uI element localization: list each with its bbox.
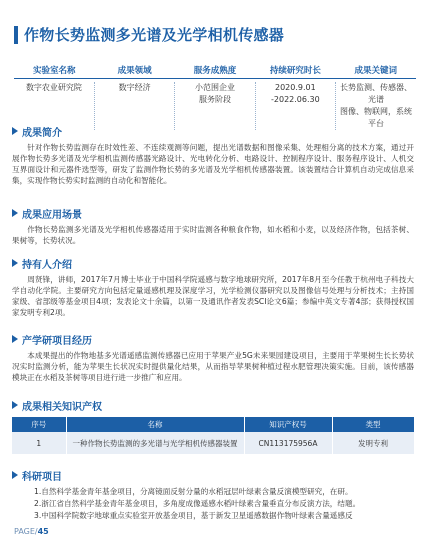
page-title: 作物长势监测多光谱及光学相机传感器: [24, 26, 285, 44]
section-application-text: 作物长势监测多光谱及光学相机传感器适用于实时监测各种粮食作物，如水稻和小麦，以及经济作物，包括茶树、果树等，长势状况。: [12, 225, 414, 245]
info-value-keywords-line-2: 图像、物联网，系统平台: [340, 106, 413, 128]
section-intro-title: 成果简介: [22, 127, 62, 139]
ip-cell-index: 1: [12, 432, 66, 454]
page-number-value: 45: [37, 527, 49, 536]
triangle-bullet-icon: [12, 259, 18, 267]
info-header-maturity: 服务成熟度: [193, 66, 237, 76]
info-value-field: [94, 82, 174, 130]
list-item: 3.中国科学院数字地球重点实验室开放基金项目，基于新发卫星遥感数据作物叶绿素含量遥感反: [34, 511, 353, 520]
page-number-prefix: PAGE/: [14, 527, 38, 536]
triangle-bullet-icon: [12, 209, 18, 217]
section-projects-title: 科研项目: [22, 471, 62, 483]
projects-list: [12, 486, 414, 522]
info-value-maturity-line-2: 服务阶段: [198, 94, 231, 104]
triangle-bullet-icon: [12, 471, 18, 479]
triangle-bullet-icon: [12, 401, 18, 409]
section-ip-title: 成果相关知识产权: [22, 401, 102, 413]
ip-cell-name: 一种作物长势监测的多光谱与光学相机传感器装置: [66, 432, 244, 454]
info-value-keywords-line-1: 长势监测、传感器、光谱: [340, 82, 413, 104]
info-header-keywords: 成果关键词: [354, 66, 398, 76]
section-intro-heading: [12, 124, 414, 138]
table-row: [12, 432, 414, 454]
section-intro: [12, 124, 414, 186]
info-value-maturity-line-1: 小范围企业: [194, 82, 235, 92]
triangle-bullet-icon: [12, 127, 18, 135]
list-item: 2.浙江省自然科学基金青年基金项目，多角度成像遥感水稻叶绿素含量垂直分布反演方法，结题。: [34, 499, 361, 508]
title-accent-bar: [14, 26, 18, 44]
section-industrial-text: 本成果提出的作物地基多光谱遥感监测传感器已应用于苹果产业5G未来果园建设项目，主要用于苹果树生长长势状况实时监测分析，能为苹果生长状况实时提供量化结果，从而指导苹果树种植过程水肥管理决策实施。目前，该传感器模块正在水稻及茶树等项目进行进一步推广和应用。: [12, 351, 414, 382]
info-header-duration: 持续研究时长: [269, 66, 321, 76]
section-industrial-title: 产学研项目经历: [22, 335, 92, 347]
page-title-block: [14, 24, 416, 45]
section-holder-title: 持有人介绍: [22, 259, 72, 271]
info-value-lab-line: 数字农业研究院: [25, 82, 82, 92]
info-table: [14, 64, 416, 130]
ip-cell-number: CN113175956A: [244, 432, 332, 454]
info-value-duration-end: -2022.06.30: [271, 94, 320, 104]
section-ip: [12, 398, 414, 454]
info-header-field: 成果领域: [117, 66, 152, 76]
section-application: [12, 206, 414, 246]
info-value-field-line: 数字经济: [118, 82, 151, 92]
triangle-bullet-icon: [12, 335, 18, 343]
list-item: 1.自然科学基金青年基金项目，分离镜面反射分量的水稻冠层叶绿素含量反演模型研究，在研。: [34, 487, 353, 496]
ip-cell-type: 发明专利: [332, 432, 414, 454]
section-holder-text: 周贤锋，讲师，2017年7月博士毕业于中国科学院遥感与数字地球研究所，2017年8月至今任教于杭州电子科技大学自动化学院。主要研究方向包括定量遥感机理及深度学习，光学检测仪器研究以及图像信号处理与分析技术；主持国家级、省部级等基金项目4项；发表论文十余篇，以第一及通讯作者发表SCI论文6篇；参编中英文专著4部；获得授权国家发明专利2项。: [12, 275, 414, 317]
section-application-heading: [12, 206, 414, 220]
info-value-duration-start: 2020.9.01: [275, 82, 316, 92]
section-projects: [12, 468, 414, 522]
info-value-maturity: [175, 82, 255, 130]
section-industrial-heading: [12, 332, 414, 346]
section-projects-heading: [12, 468, 414, 482]
info-value-keywords: [336, 82, 416, 130]
ip-table: [12, 417, 415, 454]
info-value-duration: [255, 82, 335, 130]
ip-header-index: 序号: [12, 417, 66, 432]
info-header-lab: 实验室名称: [32, 66, 76, 76]
info-value-lab: [14, 82, 94, 130]
section-holder-heading: [12, 256, 414, 270]
section-holder: [12, 256, 414, 318]
ip-header-type: 类型: [332, 417, 414, 432]
section-ip-heading: [12, 398, 414, 412]
ip-header-name: 名称: [66, 417, 244, 432]
section-intro-text: 针对作物长势监测存在时效性差、不连续观测等问题，提出光谱数据和图像采集、处理相分离的技术方案，通过开展作物长势多光谱及光学相机监测传感器光路设计、光电转化分析、电路设计、控制程序设计、服务程序设计、人机交互界面设计和元器件选型等，研发了监测作物长势的多光谱及光学相机传感器装置。该装置结合计算机自动完成信息采集，实现作物长势实时监测的自动化和智能化。: [12, 143, 414, 185]
section-industrial: [12, 332, 414, 383]
ip-header-number: 知识产权号: [244, 417, 332, 432]
page-number: [14, 527, 49, 536]
section-application-title: 成果应用场景: [22, 209, 82, 221]
